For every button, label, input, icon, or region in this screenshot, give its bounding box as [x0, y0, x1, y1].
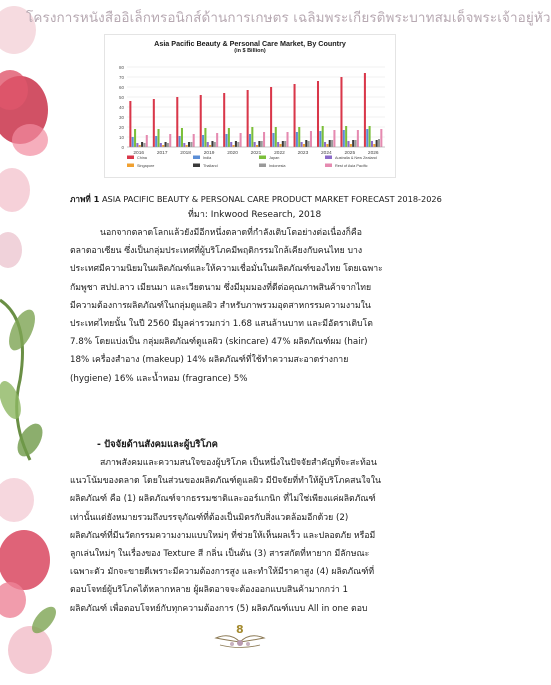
text-line: มีความต้องการผลิตภัณฑ์ในกลุ่มดูแลผิว สำหรับภาพรวมอุตสาหกรรมความงามใน [70, 300, 371, 311]
y-tick-label: 80 [118, 65, 124, 70]
bar-japan [181, 128, 183, 147]
x-tick-label: 2020 [227, 151, 238, 156]
bar-india [272, 133, 274, 147]
legend-swatch [259, 164, 266, 168]
figure-label: ภาพที่ 1 [70, 194, 100, 204]
page-header-title: โครงการหนังสืออิเล็กทรอนิกส์ด้านการเกษตร เฉลิมพระเกียรติพระบาทสมเด็จพระเจ้าอยู่หัว [26, 10, 551, 26]
bar-australia-new-zealand [160, 143, 162, 147]
bar-japan [204, 128, 206, 147]
legend-label: Rest of Asia Pacific [335, 164, 368, 168]
bar-china [200, 95, 202, 147]
bar-indonesia [331, 140, 333, 147]
x-tick-label: 2018 [180, 151, 191, 156]
bar-australia-new-zealand [207, 142, 209, 147]
legend-label: China [137, 156, 147, 160]
bar-thailand [282, 141, 284, 147]
bar-indonesia [261, 141, 263, 147]
x-tick-label: 2016 [133, 151, 145, 156]
text-line: 7.8% โดยแบ่งเป็น กลุ่มผลิตภัณฑ์ดูแลผิว (skincare) 47% ผลิตภัณฑ์ผม (hair) [70, 337, 368, 348]
bar-china [223, 93, 225, 147]
bar-rest-of-asia-pacific [286, 132, 288, 147]
bar-australia-new-zealand [371, 141, 373, 147]
floral-border-decoration [0, 0, 60, 681]
legend-swatch [193, 164, 200, 168]
x-tick-label: 2022 [274, 151, 285, 156]
bar-rest-of-asia-pacific [333, 130, 335, 147]
section-heading: - ปัจจัยด้านสังคมและผู้บริโภค [97, 439, 218, 450]
chart-plot [105, 35, 395, 177]
bar-thailand [329, 140, 331, 147]
bar-india [319, 131, 321, 147]
bar-indonesia [167, 143, 169, 147]
bar-australia-new-zealand [324, 142, 326, 147]
bar-rest-of-asia-pacific [240, 133, 242, 147]
bar-india [179, 136, 181, 147]
bar-japan [134, 129, 136, 147]
bar-thailand [141, 142, 143, 147]
text-line: ลูกเล่นใหม่ๆ ในเรื่องของ Texture สี กลิ่น เป็นต้น (3) สารสกัดที่หายาก มีลักษณะ [70, 549, 370, 559]
x-tick-label: 2023 [297, 151, 309, 156]
bar-japan [157, 129, 159, 147]
bar-australia-new-zealand [277, 142, 279, 147]
bar-thailand [258, 141, 260, 147]
bar-china [364, 73, 366, 147]
bar-indonesia [214, 142, 216, 147]
bar-china [247, 90, 249, 147]
bar-indonesia [355, 140, 357, 147]
bar-australia-new-zealand [347, 141, 349, 147]
bar-thailand [165, 142, 167, 147]
text-line: ตอบโจทย์ผู้บริโภคได้หลากหลาย ผู้ผลิตอาจจะต้องออกแบบสินค้ามากกว่า 1 [70, 585, 349, 596]
text-line: ตลาดอาเซียน ซึ่งเป็นกลุ่มประเทศที่ผู้บริโภคมีพฤติกรรมใกล้เคียงกับคนไทย บาง [70, 246, 363, 257]
text-line: นอกจากตลาดโลกแล้วยังมีอีกหนึ่งตลาดที่กำลังเติบโตอย่างต่อเนื่องก็คือ [100, 228, 362, 238]
y-tick-label: 50 [118, 95, 124, 100]
bar-singapore [326, 144, 328, 147]
legend-swatch [325, 164, 332, 168]
bar-australia-new-zealand [136, 143, 138, 147]
bar-indonesia [143, 143, 145, 147]
bar-japan [369, 126, 371, 147]
text-line: ผลิตภัณฑ์ที่มีนวัตกรรมความงามแบบใหม่ๆ ที่ช่วยให้เห็นผลเร็ว และปลอดภัย หรือมี [70, 530, 376, 541]
bar-china [153, 99, 155, 147]
text-line: ประเทศไทยนั้น ในปี 2560 มีมูลค่ารวมกว่า 1.68 แสนล้านบาท และมีอัตราเติบโต [70, 319, 373, 329]
bar-rest-of-asia-pacific [146, 135, 148, 147]
bar-australia-new-zealand [254, 142, 256, 147]
y-tick-label: 70 [118, 75, 124, 80]
text-line: ผลิตภัณฑ์ เพื่อตอบโจทย์กับทุกความต้องการ (5) ผลิตภัณฑ์แบบ All in one ตอบ [70, 603, 368, 614]
bar-japan [322, 126, 324, 147]
x-tick-label: 2026 [367, 151, 379, 156]
figure-caption-text: ASIA PACIFIC BEAUTY & PERSONAL CARE PRODUCT MARKET FORECAST 2018-2026 [101, 194, 442, 204]
legend-label: Australia & New Zealand [335, 156, 377, 160]
bar-indonesia [308, 141, 310, 147]
bar-singapore [303, 144, 305, 147]
y-tick-label: 30 [118, 115, 124, 120]
bar-singapore [350, 144, 352, 147]
bar-india [202, 135, 204, 147]
bar-india [249, 134, 251, 147]
page-number: 8 [236, 623, 244, 636]
bar-singapore [279, 144, 281, 147]
bar-australia-new-zealand [230, 142, 232, 147]
bar-japan [275, 127, 277, 147]
bar-rest-of-asia-pacific [263, 132, 265, 147]
bar-indonesia [190, 142, 192, 147]
text-line: ผลิตภัณฑ์ คือ (1) ผลิตภัณฑ์จากธรรมชาติและออร์แกนิก ที่ไม่ใช่เพียงแค่ผลิตภัณฑ์ [70, 494, 376, 505]
bar-india [132, 137, 134, 147]
bar-china [176, 97, 178, 147]
x-tick-label: 2017 [156, 151, 168, 156]
y-tick-label: 0 [121, 145, 124, 150]
text-line: เท่านั้นแต่ยังหมายรวมถึงบรรจุภัณฑ์ที่ต้องเป็นมิตรกับสิ่งแวดล้อมอีกด้วย (2) [70, 512, 349, 523]
bar-thailand [305, 140, 307, 147]
bar-india [343, 130, 345, 147]
bar-thailand [211, 141, 213, 147]
bar-india [296, 132, 298, 147]
bar-thailand [376, 140, 378, 147]
bar-rest-of-asia-pacific [169, 134, 171, 147]
x-tick-label: 2019 [203, 151, 215, 156]
bar-japan [228, 128, 230, 147]
y-tick-label: 10 [118, 135, 124, 140]
text-line: ประเทศมีความนิยมในผลิตภัณฑ์และให้ความเชื่อมั่นในผลิตภัณฑ์ของไทย โดยเฉพาะ [70, 264, 383, 275]
chart-title: Asia Pacific Beauty & Personal Care Market, By Country [154, 39, 346, 48]
bar-japan [298, 127, 300, 147]
bar-thailand [352, 140, 354, 147]
legend-swatch [127, 164, 134, 168]
figure-caption [70, 193, 470, 206]
bar-rest-of-asia-pacific [310, 131, 312, 147]
legend-label: Thailand [203, 164, 218, 168]
legend-swatch [127, 156, 134, 160]
bar-indonesia [237, 142, 239, 147]
legend-label: Singapore [137, 164, 155, 168]
bar-thailand [188, 142, 190, 147]
bar-australia-new-zealand [183, 143, 185, 147]
bar-indonesia [378, 139, 380, 147]
text-line: สภาพสังคมและความสนใจของผู้บริโภค เป็นหนึ่งในปัจจัยสำคัญที่จะสะท้อน [100, 458, 377, 468]
legend-swatch [193, 156, 200, 160]
legend-label: India [203, 156, 212, 160]
bar-india [226, 134, 228, 147]
text-line: (hygiene) 16% และน้ำหอม (fragrance) 5% [70, 373, 248, 384]
bar-rest-of-asia-pacific [216, 133, 218, 147]
bar-thailand [235, 141, 237, 147]
x-tick-label: 2024 [321, 151, 332, 156]
bar-indonesia [284, 141, 286, 147]
bar-china [317, 81, 319, 147]
bar-rest-of-asia-pacific [357, 130, 359, 147]
bar-china [270, 87, 272, 147]
legend-label: Indonesia [269, 164, 286, 168]
bar-rest-of-asia-pacific [380, 129, 382, 147]
legend-swatch [325, 156, 332, 160]
x-tick-label: 2025 [344, 151, 356, 156]
legend-swatch [259, 156, 266, 160]
bar-india [366, 129, 368, 147]
y-tick-label: 20 [118, 125, 124, 130]
legend-label: Japan [269, 156, 280, 160]
y-tick-label: 60 [118, 85, 124, 90]
market-forecast-chart [104, 34, 396, 178]
y-tick-label: 40 [118, 105, 124, 110]
bar-china [340, 77, 342, 147]
bar-india [155, 136, 157, 147]
floral-ornament-icon [210, 628, 270, 650]
text-line: 18% เครื่องสำอาง (makeup) 14% ผลิตภัณฑ์ที่ใช้ทำความสะอาดร่างกาย [70, 355, 349, 366]
chart-subtitle: (in $ Billion) [234, 48, 266, 54]
text-line: เฉพาะตัว มักจะขายดีเพราะมีความต้องการสูง และทำให้มีราคาสูง (4) ผลิตภัณฑ์ที่ [70, 567, 375, 578]
x-tick-label: 2021 [250, 151, 262, 156]
bar-japan [251, 127, 253, 147]
bar-rest-of-asia-pacific [193, 134, 195, 147]
bar-china [129, 101, 131, 147]
bar-china [294, 84, 296, 147]
figure-source: ที่มา: Inkwood Research, 2018 [188, 210, 322, 220]
text-line: แนวโน้มของตลาด โดยในส่วนของผลิตภัณฑ์ดูแลผิว มีปัจจัยที่ทำให้ผู้บริโภคสนใจใน [70, 476, 381, 487]
bar-australia-new-zealand [301, 142, 303, 147]
bar-singapore [373, 144, 375, 147]
bar-japan [345, 126, 347, 147]
text-line: กัมพูชา สปป.ลาว เมียนมา และเวียดนาม ซึ่งมีมุมมองที่ดีต่อคุณภาพสินค้าจากไทย [70, 282, 372, 293]
